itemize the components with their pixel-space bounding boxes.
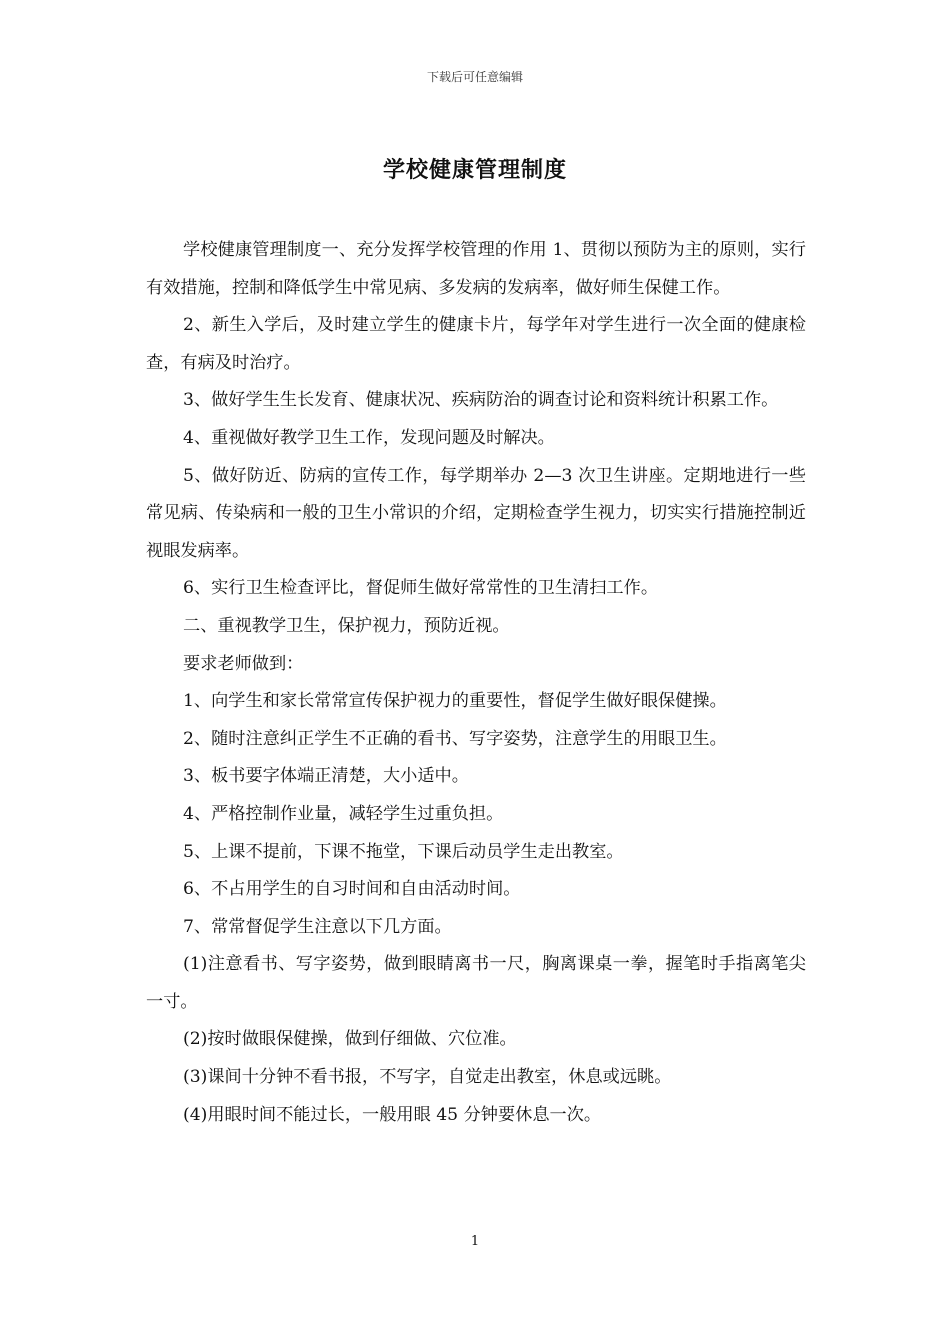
paragraph: 7、常常督促学生注意以下几方面。 [183,916,452,937]
paragraph: 二、重视教学卫生，保护视力，预防近视。 [183,615,510,636]
paragraph: (3)课间十分钟不看书报，不写字，自觉走出教室，休息或远眺。 [183,1067,672,1088]
header-note: 下载后可任意编辑 [426,70,523,84]
paragraph: 4、严格控制作业量，减轻学生过重负担。 [183,803,504,824]
paragraph: 5、上课不提前，下课不拖堂，下课后动员学生走出教室。 [183,841,624,862]
document-body [146,232,806,1134]
paragraph: 3、板书要字体端正清楚，大小适中。 [183,766,469,787]
page-number: 1 [470,1234,480,1249]
paragraph: 1、向学生和家长常常宣传保护视力的重要性，督促学生做好眼保健操。 [183,691,727,712]
paragraph: 6、实行卫生检查评比，督促师生做好常常性的卫生清扫工作。 [183,578,659,599]
paragraph: 学校健康管理制度一、充分发挥学校管理的作用 1、贯彻以预防为主的原则，实行有效措施，控制和降低学生中常见病、多发病的发病率，做好师生保健工作。 [146,240,806,298]
paragraph: 6、不占用学生的自习时间和自由活动时间。 [183,879,521,900]
paragraph: 要求老师做到： [183,653,304,674]
paragraph: (2)按时做眼保健操，做到仔细做、穴位准。 [183,1029,517,1050]
paragraph: 5、做好防近、防病的宣传工作，每学期举办 2—3 次卫生讲座。定期地进行一些常见病、传染病和一般的卫生小常识的介绍，定期检查学生视力，切实实行措施控制近视眼发病率。 [146,465,806,561]
document-title: 学校健康管理制度 [382,157,567,183]
paragraph: 2、新生入学后，及时建立学生的健康卡片，每学年对学生进行一次全面的健康检查，有病及时治疗。 [146,315,806,373]
paragraph: (1)注意看书、写字姿势，做到眼睛离书一尺，胸离课桌一拳，握笔时手指离笔尖一寸。 [146,954,806,1012]
paragraph: (4)用眼时间不能过长，一般用眼 45 分钟要休息一次。 [183,1104,602,1125]
paragraph: 4、重视做好教学卫生工作，发现问题及时解决。 [183,427,555,448]
paragraph: 2、随时注意纠正学生不正确的看书、写字姿势，注意学生的用眼卫生。 [183,728,727,749]
paragraph: 3、做好学生生长发育、健康状况、疾病防治的调查讨论和资料统计积累工作。 [183,390,779,411]
